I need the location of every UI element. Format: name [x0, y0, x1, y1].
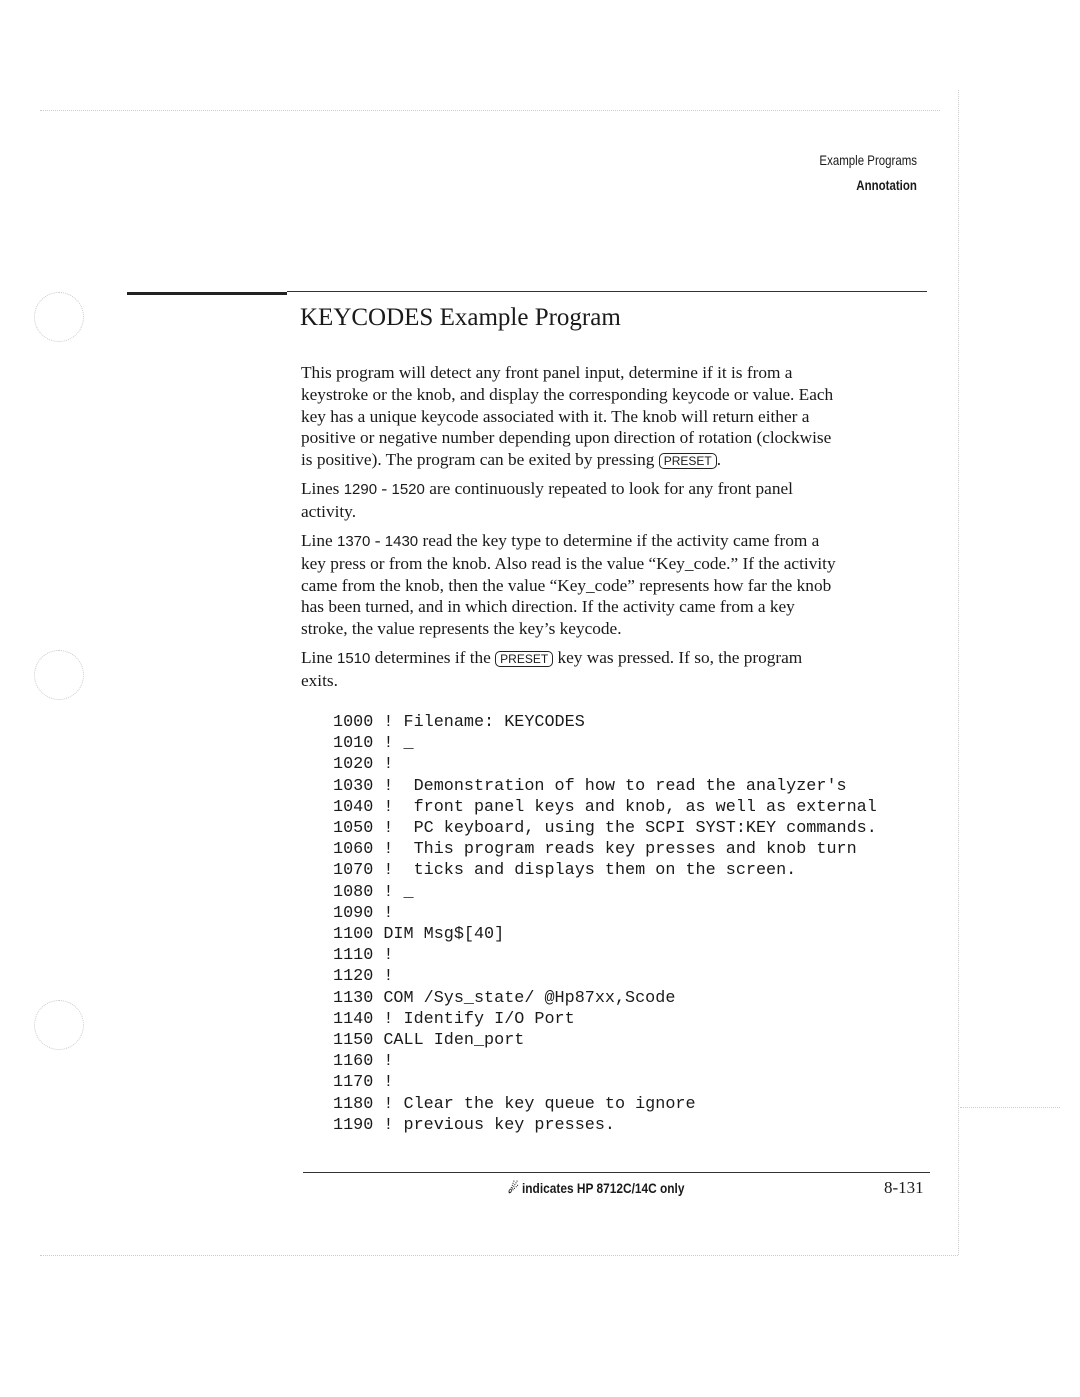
text-segment: determines if the: [370, 648, 496, 667]
code-line: 1170 !: [333, 1073, 394, 1093]
paragraph-preset: [301, 647, 802, 692]
text-line: [301, 647, 802, 670]
text-segment: Lines: [301, 479, 344, 498]
punch-hole: [34, 1000, 84, 1050]
text-line: key press or from the knob. Also read is the value “Key_code.” If the activity: [301, 553, 836, 573]
code-line: 1120 !: [333, 967, 394, 987]
code-line: 1130 COM /Sys_state/ @Hp87xx,Scode: [333, 988, 676, 1008]
text-segment: -: [370, 531, 385, 550]
code-line: 1060 ! This program reads key presses and knob turn: [333, 840, 857, 860]
code-line: 1150 CALL Iden_port: [333, 1031, 525, 1051]
line-number: 1290: [343, 481, 378, 498]
code-line: 1030 ! Demonstration of how to read the analyzer's: [333, 776, 847, 796]
text-line: This program will detect any front panel input, determine if it is from a: [301, 363, 793, 382]
text-line: came from the knob, then the value “Key_code” represents how far the knob: [301, 575, 832, 595]
text-line: key has a unique keycode associated with it. The knob will return either a: [301, 406, 810, 426]
code-line: 1040 ! front panel keys and knob, as well as external: [333, 797, 877, 817]
scan-border: [40, 110, 940, 111]
hp-model-symbol-icon: ☄: [508, 1180, 519, 1196]
text-line: positive or negative number depending upon direction of rotation (clockwise: [301, 428, 832, 448]
code-listing: [333, 712, 877, 1136]
paragraph-keytype: [301, 530, 836, 640]
text-line: exits.: [301, 670, 338, 690]
code-line: 1050 ! PC keyboard, using the SCPI SYST:KEY commands.: [333, 819, 877, 839]
text-segment: key was pressed. If so, the program: [553, 648, 803, 667]
text-segment: is positive). The program can be exited by pressing: [301, 450, 659, 470]
footer-note-text: indicates HP 8712C/14C only: [521, 1180, 685, 1196]
line-number: 1520: [391, 481, 425, 498]
code-line: 1100 DIM Msg$[40]: [333, 925, 505, 945]
code-line: 1020 !: [333, 755, 394, 775]
punch-hole: [34, 292, 84, 342]
text-line: stroke, the value represents the key’s keycode.: [301, 619, 622, 639]
scan-border: [958, 90, 959, 1255]
page-number: 8-131: [884, 1178, 924, 1197]
code-line: 1080 ! _: [333, 882, 414, 902]
code-line: 1160 !: [333, 1052, 394, 1072]
text-line: [301, 449, 833, 471]
code-line: 1000 ! Filename: KEYCODES: [333, 713, 585, 732]
text-segment: -: [377, 479, 392, 498]
line-number: 1370: [337, 533, 371, 550]
code-line: 1190 ! previous key presses.: [333, 1115, 615, 1135]
code-line: 1180 ! Clear the key queue to ignore: [333, 1094, 696, 1114]
code-line: 1010 ! _: [333, 734, 414, 754]
title-rule-thin: [287, 291, 927, 292]
page-title: KEYCODES Example Program: [300, 304, 621, 331]
text-line: has been turned, and in which direction. If the activity came from a key: [301, 597, 795, 617]
text-segment: read the key type to determine if the activity came from a: [418, 531, 820, 550]
footer-note: [508, 1180, 684, 1197]
preset-key-label: PRESET: [659, 453, 717, 469]
text-segment: .: [716, 450, 722, 470]
text-segment: Line: [301, 648, 337, 667]
scan-border: [960, 1107, 1060, 1108]
line-number: 1510: [337, 650, 371, 667]
preset-key-label: PRESET: [495, 651, 553, 667]
text-segment: are continuously repeated to look for any front panel: [424, 479, 793, 498]
running-header-section: Example Programs: [819, 152, 917, 168]
text-line: [301, 530, 836, 553]
paragraph-intro: [301, 362, 833, 471]
text-line: activity.: [301, 501, 357, 521]
paragraph-loop: [301, 478, 793, 523]
code-line: 1070 ! ticks and displays them on the screen.: [333, 861, 797, 881]
text-segment: Line: [301, 531, 337, 550]
title-rule: [127, 292, 287, 295]
scan-border: [40, 1255, 958, 1256]
code-line: 1090 !: [333, 903, 394, 923]
running-header-subsection: Annotation: [856, 177, 917, 193]
text-line: [301, 478, 793, 501]
line-number: 1430: [384, 533, 419, 550]
footer-rule: [303, 1172, 930, 1173]
text-line: keystroke or the knob, and display the corresponding keycode or value. Each: [301, 384, 834, 404]
code-line: 1110 !: [333, 946, 394, 966]
punch-hole: [34, 650, 84, 700]
code-line: 1140 ! Identify I/O Port: [333, 1009, 575, 1029]
